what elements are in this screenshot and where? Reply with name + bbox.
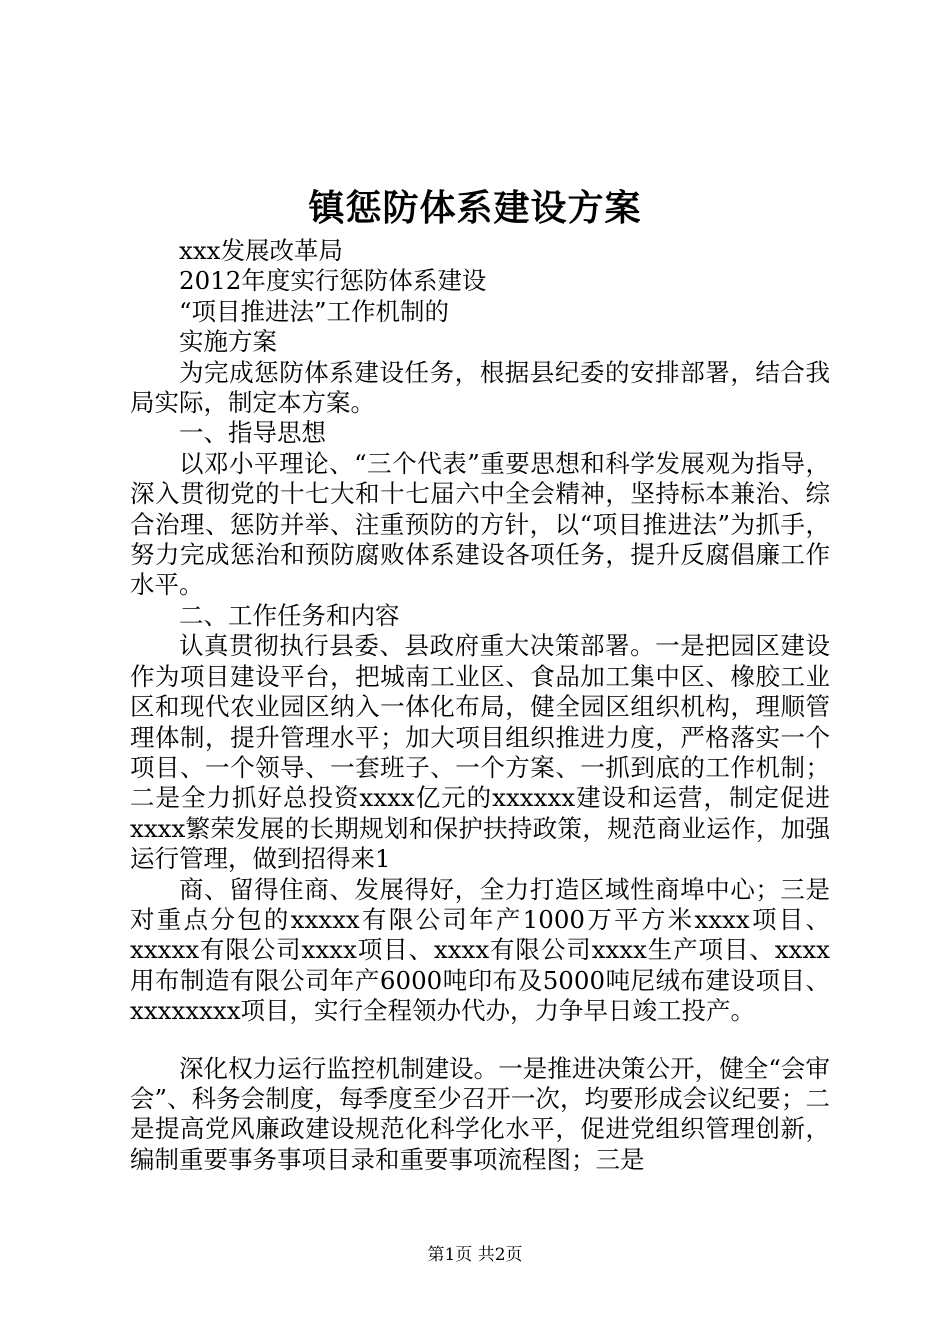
document-body [130, 236, 830, 1175]
document-title: 镇惩防体系建设方案 [308, 187, 642, 229]
paragraph-intro: 为完成惩防体系建设任务，根据县纪委的安排部署，结合我局实际，制定本方案。 [130, 357, 830, 418]
heading-line-year: 2012年度实行惩防体系建设 [179, 266, 487, 296]
section-heading-guiding-thought: 一、指导思想 [179, 418, 326, 448]
paragraph-tasks-2: 商、留得住商、发展得好，全力打造区域性商埠中心；三是对重点分包的xxxxx有限公司年产1000万平方米xxxx项目、xxxxx有限公司xxxx项目、xxxx有限公司xxxx生产项目、xxxx用布制造有限公司年产6000吨印布及5000吨尼绒布建设项目、xxxxxxxx项目，实行全程领办代办，力争早日竣工投产。 [130, 874, 830, 1026]
page-footer: 第1页 共2页 [427, 1245, 523, 1265]
paragraph-tasks-1: 认真贯彻执行县委、县政府重大决策部署。一是把园区建设作为项目建设平台，把城南工业区、食品加工集中区、橡胶工业区和现代农业园区纳入一体化布局，健全园区组织机构，理顺管理体制，提升管理水平；加大项目组织推进力度，严格落实一个项目、一个领导、一套班子、一个方案、一抓到底的工作机制；二是全力抓好总投资xxxx亿元的xxxxxx建设和运营，制定促进xxxx繁荣发展的长期规划和保护扶持政策，规范商业运作，加强运行管理，做到招得来1 [130, 631, 830, 874]
heading-line-issuer: xxx发展改革局 [179, 236, 343, 265]
heading-line-plan: 实施方案 [179, 327, 277, 357]
paragraph-spacer [130, 1027, 830, 1054]
paragraph-guiding-thought: 以邓小平理论、“三个代表”重要思想和科学发展观为指导，深入贯彻党的十七大和十七届六中全会精神，坚持标本兼治、综合治理、惩防并举、注重预防的方针，以“项目推进法”为抓手，努力完成惩治和预防腐败体系建设各项任务，提升反腐倡廉工作水平。 [130, 448, 830, 600]
section-heading-tasks: 二、工作任务和内容 [179, 600, 400, 630]
paragraph-power-oversight: 深化权力运行监控机制建设。一是推进决策公开，健全“会审会”、科务会制度，每季度至少召开一次，均要形成会议纪要；二是提高党风廉政建设规范化科学化水平，促进党组织管理创新，编制重要事务事项目录和重要事项流程图；三是 [130, 1053, 830, 1174]
heading-line-mechanism: “项目推进法”工作机制的 [179, 296, 450, 326]
